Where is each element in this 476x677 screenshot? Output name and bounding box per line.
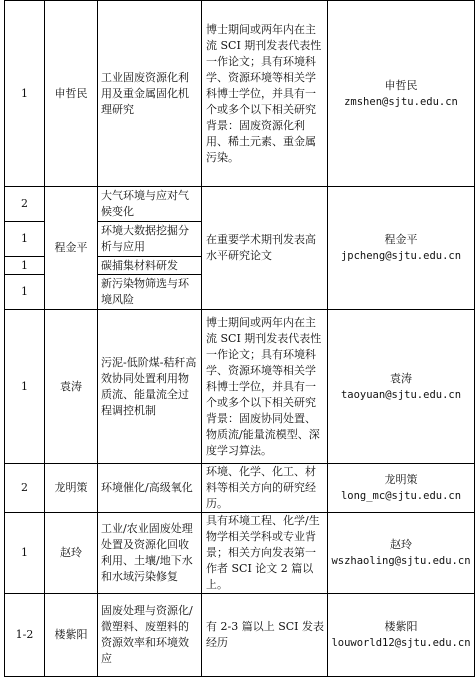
supervisor-name: 楼紫阳 [45,594,98,677]
contact-email[interactable]: louworld12@sjtu.edu.cn [331,637,471,649]
position-count: 2 [5,464,45,513]
contact-name: 龙明策 [384,473,418,486]
contact-email[interactable]: taoyuan@sjtu.edu.cn [340,388,462,401]
table-row [5,464,475,513]
table-row [5,310,475,464]
research-direction: 环境大数据挖掘分析与应用 [98,222,202,257]
requirements: 具有环境工程、化学/生物学相关学科或专业背景；相关方向发表第一作者 SCI 论文 2 篇以上。 [202,513,328,594]
requirements: 有 2-3 篇以上 SCI 发表经历 [202,594,328,677]
table-row [5,513,475,594]
position-count: 1 [5,1,45,187]
requirements: 在重要学术期刊发表高水平研究论文 [202,187,328,310]
research-direction: 工业固废资源化利用及重金属固化机理研究 [98,1,202,187]
recruitment-table [4,0,475,677]
position-count: 1-2 [5,594,45,677]
table-row [5,594,475,677]
research-direction: 碳捕集材料研发 [98,257,202,275]
position-count: 1 [5,257,45,275]
research-direction: 新污染物筛选与环境风险 [98,275,202,310]
contact-email[interactable]: jpcheng@sjtu.edu.cn [340,250,462,262]
requirements: 博士期间或两年内在主流 SCI 期刊发表代表性一作论文；具有环境科学、资源环境等相关学科博士学位，并具有一个或多个以下相关研究背景：固废资源化利用、稀土元素、重金属污染。 [202,1,328,187]
contact-name: 袁涛 [390,371,412,385]
contact-name: 楼紫阳 [384,620,418,633]
table-row [5,187,475,222]
supervisor-name: 龙明策 [45,464,98,513]
position-count: 1 [5,275,45,310]
contact-cell [328,1,475,187]
supervisor-name: 袁涛 [45,310,98,464]
contact-cell [328,187,475,310]
contact-name: 申哲民 [384,78,418,92]
research-direction: 大气环境与应对气候变化 [98,187,202,222]
recruitment-table-page [4,0,474,665]
position-count: 2 [5,187,45,222]
position-count: 1 [5,513,45,594]
contact-cell [328,310,475,464]
contact-name: 程金平 [384,233,418,246]
contact-email[interactable]: zmshen@sjtu.edu.cn [344,95,458,108]
contact-cell [328,513,475,594]
research-direction: 固废处理与资源化/微塑料、废塑料的资源效率和环境效应 [98,594,202,677]
research-direction: 工业/农业固废处理处置及资源化回收利用、土壤/地下水和水域污染修复 [98,513,202,594]
position-count: 1 [5,310,45,464]
contact-cell [328,594,475,677]
research-direction: 污泥-低阶煤-秸秆高效协同处置利用物质流、能量流全过程调控机制 [98,310,202,464]
contact-email[interactable]: wszhaoling@sjtu.edu.cn [331,555,471,567]
requirements: 环境、化学、化工、材料等相关方向的研究经历。 [202,464,328,513]
table-row [5,1,475,187]
supervisor-name: 申哲民 [45,1,98,187]
supervisor-name: 程金平 [45,187,98,310]
contact-email[interactable]: long_mc@sjtu.edu.cn [340,490,462,502]
research-direction: 环境催化/高级氧化 [98,464,202,513]
position-count: 1 [5,222,45,257]
contact-name: 赵玲 [390,538,412,551]
requirements: 博士期间或两年内在主流 SCI 期刊发表代表性一作论文；具有环境科学、资源环境等相关学科博士学位，并具有一个或多个以下相关研究背景：固废协同处置、物质流/能量流模型、深度学习算法。 [202,310,328,464]
contact-cell [328,464,475,513]
supervisor-name: 赵玲 [45,513,98,594]
